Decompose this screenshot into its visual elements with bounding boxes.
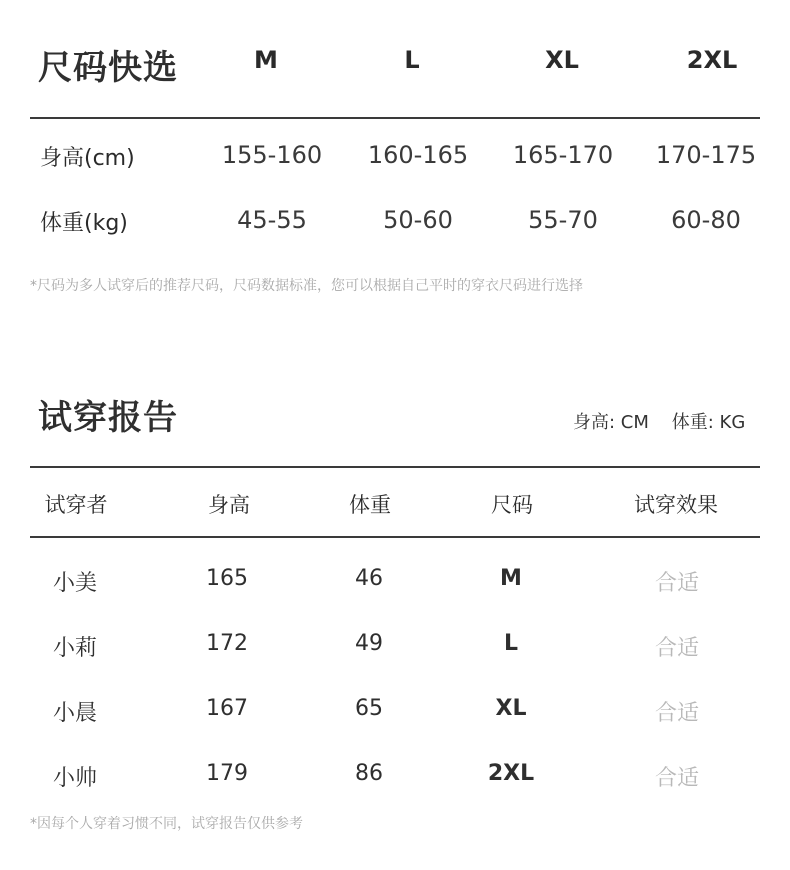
fit-report-units: 身高: CM 体重: KG bbox=[573, 412, 746, 433]
weight-2xl-cell: 60-80 bbox=[671, 206, 741, 234]
tester-fit: 合适 bbox=[654, 571, 699, 596]
tester-weight: 46 bbox=[355, 566, 383, 591]
header-fit: 试穿效果 bbox=[634, 493, 718, 517]
tester-fit: 合适 bbox=[654, 636, 699, 661]
header-height: 身高 bbox=[208, 493, 250, 517]
size-chart-title: 尺码快选 bbox=[38, 48, 178, 88]
tester-size: M bbox=[500, 566, 522, 591]
tester-name: 小莉 bbox=[53, 636, 98, 661]
size-header-xl: XL bbox=[545, 46, 579, 74]
weight-xl-cell: 55-70 bbox=[528, 206, 598, 234]
size-header-2xl: 2XL bbox=[686, 46, 738, 74]
size-header-l: L bbox=[404, 46, 420, 74]
tester-weight: 86 bbox=[355, 761, 383, 786]
tester-fit: 合适 bbox=[654, 701, 699, 726]
weight-l-cell: 50-60 bbox=[383, 206, 453, 234]
fit-report-title: 试穿报告 bbox=[38, 398, 178, 438]
tester-weight: 49 bbox=[355, 631, 383, 656]
height-2xl-cell: 170-175 bbox=[655, 141, 757, 169]
header-tester: 试穿者 bbox=[44, 493, 108, 517]
fit-report-note: *因每个人穿着习惯不同，试穿报告仅供参考 bbox=[30, 816, 303, 832]
tester-height: 179 bbox=[206, 761, 248, 786]
height-row-label: 身高(cm) bbox=[40, 146, 135, 171]
height-xl-cell: 165-170 bbox=[512, 141, 614, 169]
tester-name: 小美 bbox=[53, 571, 98, 596]
size-chart-top-rule bbox=[30, 117, 760, 119]
tester-size: XL bbox=[495, 696, 527, 721]
tester-size: L bbox=[503, 631, 519, 656]
height-m-cell: 155-160 bbox=[221, 141, 323, 169]
tester-size: 2XL bbox=[487, 761, 535, 786]
tester-height: 165 bbox=[206, 566, 248, 591]
fit-report-header-rule bbox=[30, 536, 760, 538]
size-chart-note: *尺码为多人试穿后的推荐尺码，尺码数据标准，您可以根据自己平时的穿衣尺码进行选择 bbox=[30, 278, 583, 294]
header-weight: 体重 bbox=[349, 493, 391, 517]
header-size: 尺码 bbox=[491, 493, 533, 517]
height-l-cell: 160-165 bbox=[367, 141, 469, 169]
tester-weight: 65 bbox=[355, 696, 383, 721]
weight-row-label: 体重(kg) bbox=[40, 211, 128, 236]
weight-m-cell: 45-55 bbox=[237, 206, 307, 234]
tester-height: 172 bbox=[206, 631, 248, 656]
tester-height: 167 bbox=[206, 696, 248, 721]
tester-fit: 合适 bbox=[654, 766, 699, 791]
size-header-m: M bbox=[254, 46, 278, 74]
tester-name: 小帅 bbox=[53, 766, 98, 791]
fit-report-top-rule bbox=[30, 466, 760, 468]
tester-name: 小晨 bbox=[53, 701, 98, 726]
